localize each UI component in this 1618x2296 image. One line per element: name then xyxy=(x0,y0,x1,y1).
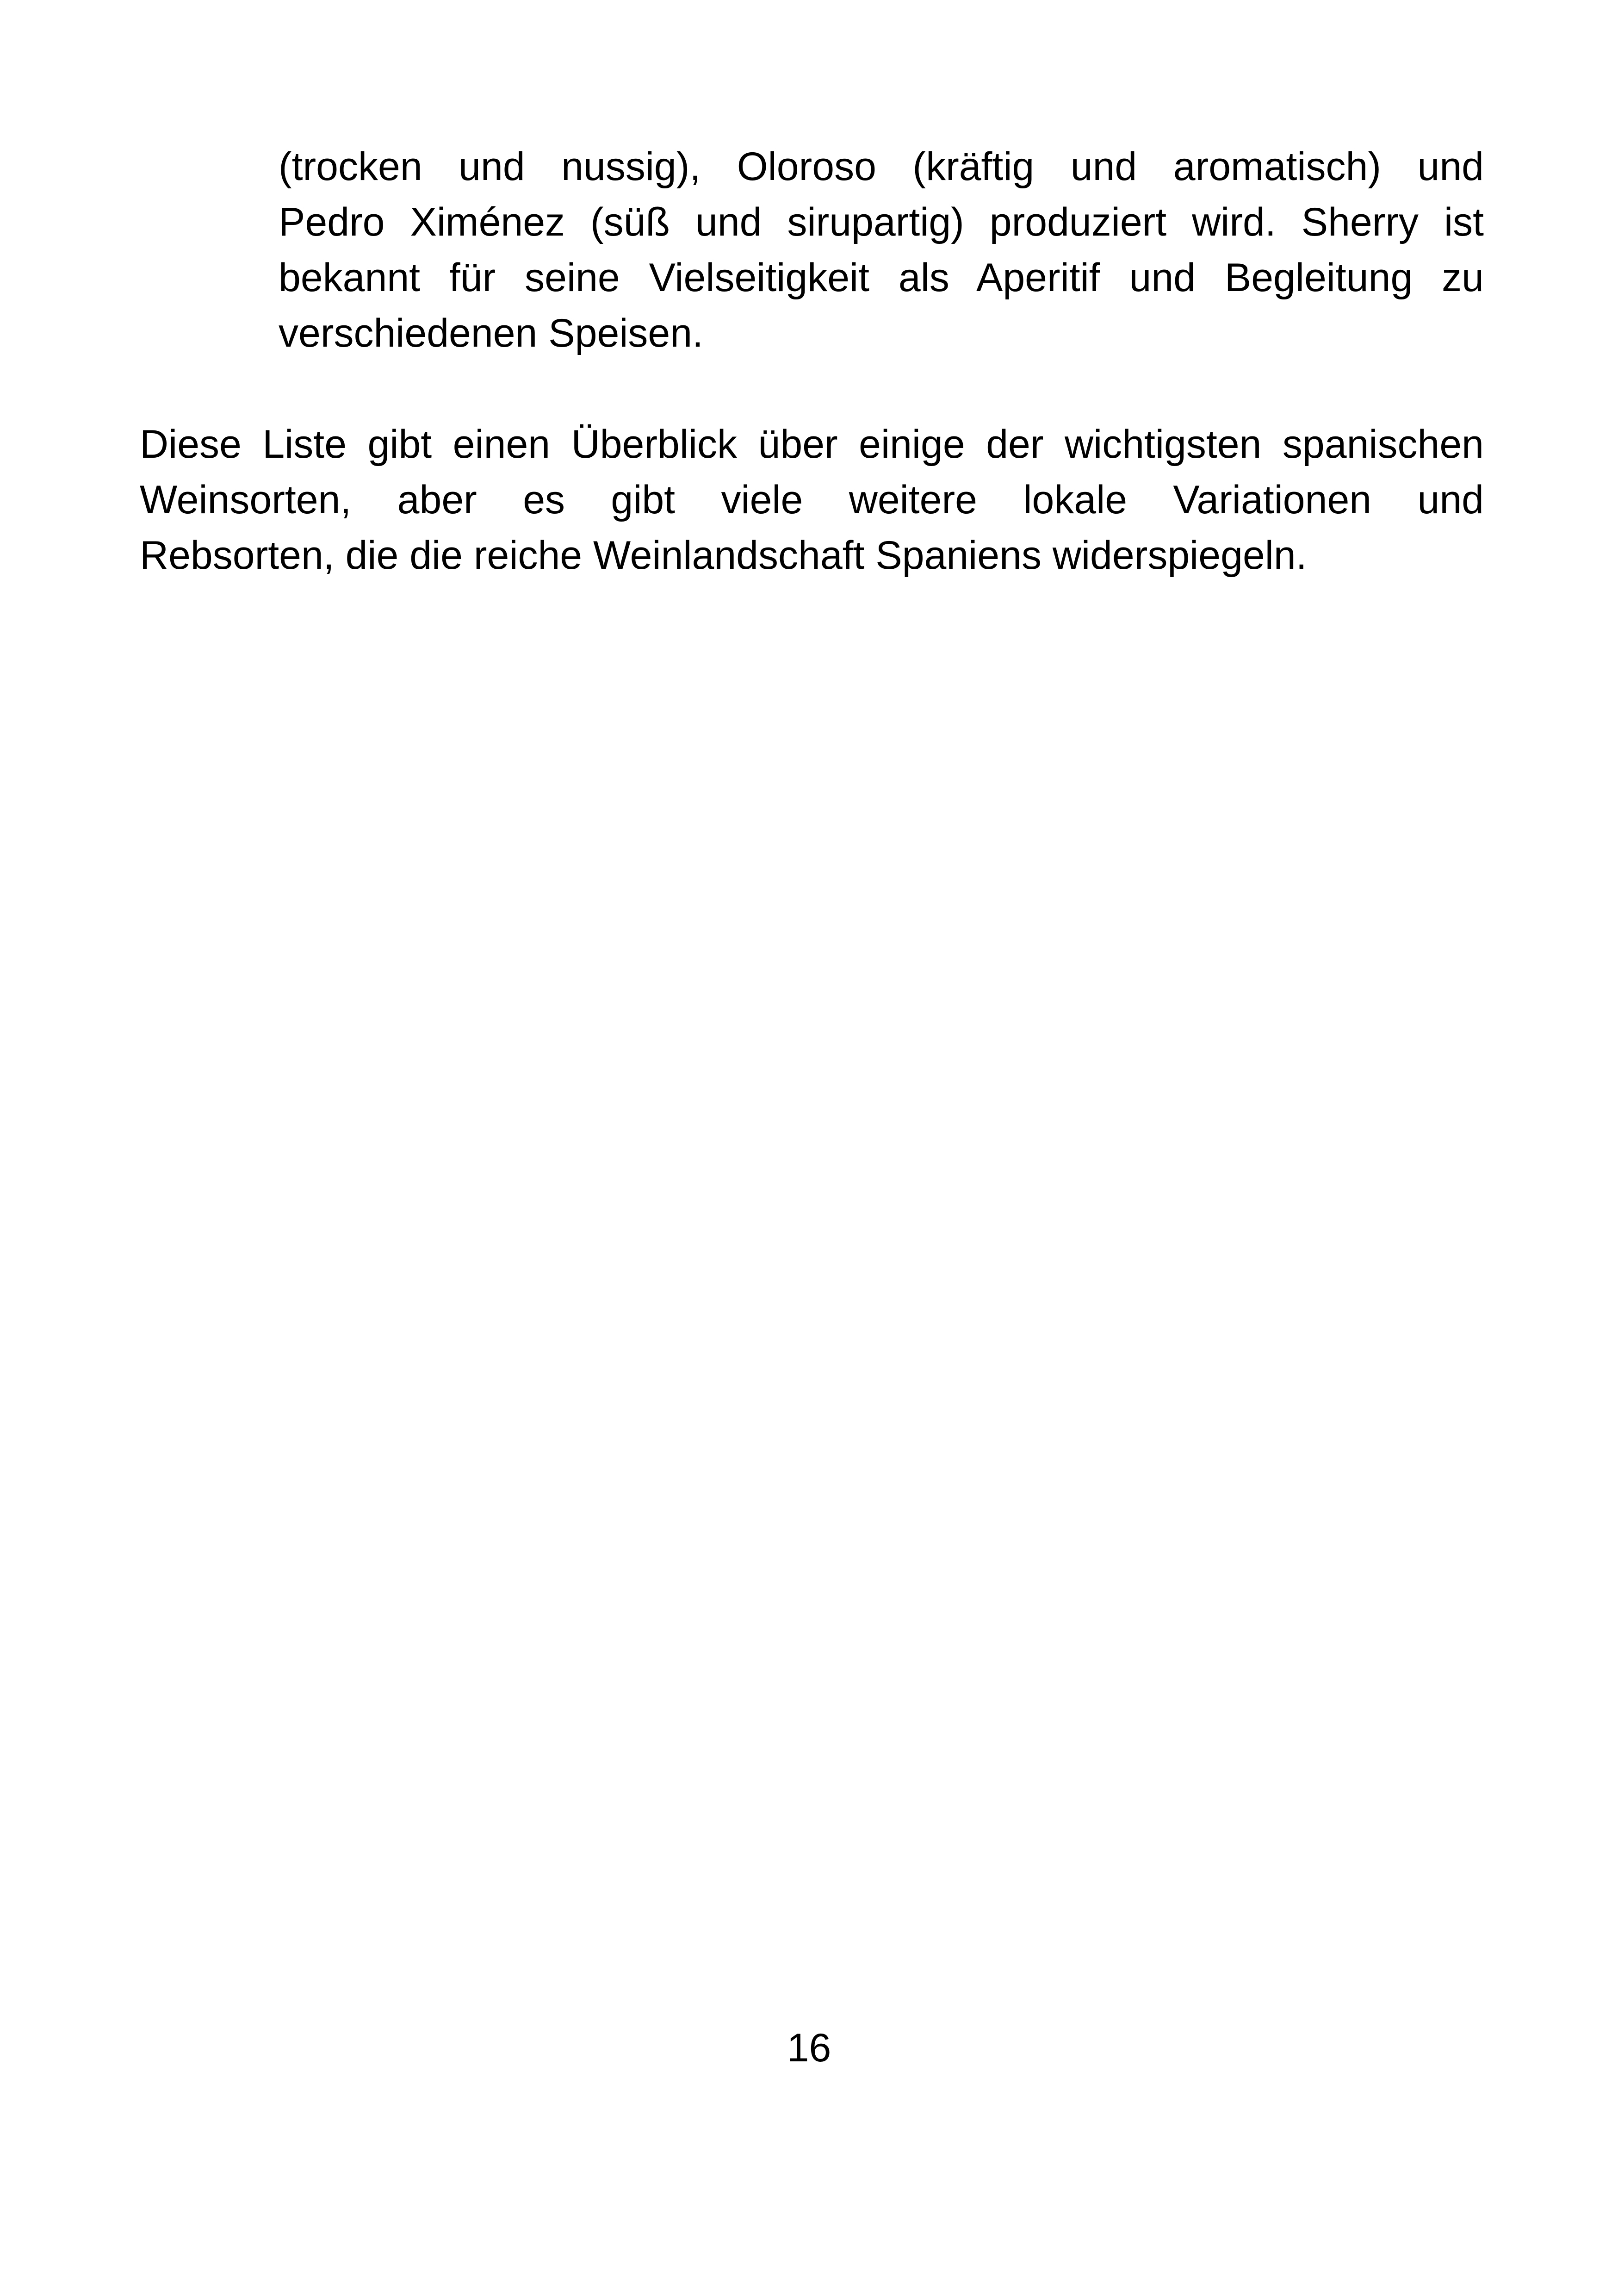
paragraph-line: bekannt für seine Vielseitigkeit als Aperitif und Begleitung zu xyxy=(279,255,1484,300)
paragraph-line: Diese Liste gibt einen Überblick über einige der wichtigsten spanischen xyxy=(140,422,1484,467)
indented-paragraph xyxy=(279,139,1484,361)
paragraph-line: Weinsorten, aber es gibt viele weitere lokale Variationen und xyxy=(140,478,1484,522)
paragraph-line: (trocken und nussig), Oloroso (kräftig und aromatisch) und xyxy=(279,144,1484,189)
paragraph-line: verschiedenen Speisen. xyxy=(279,311,703,355)
paragraph-line: Pedro Ximénez (süß und sirupartig) produziert wird. Sherry ist xyxy=(279,200,1484,244)
paragraph-line: Rebsorten, die die reiche Weinlandschaft Spaniens widerspiegeln. xyxy=(140,533,1307,578)
main-paragraph xyxy=(140,417,1484,583)
page-number: 16 xyxy=(787,2026,831,2070)
